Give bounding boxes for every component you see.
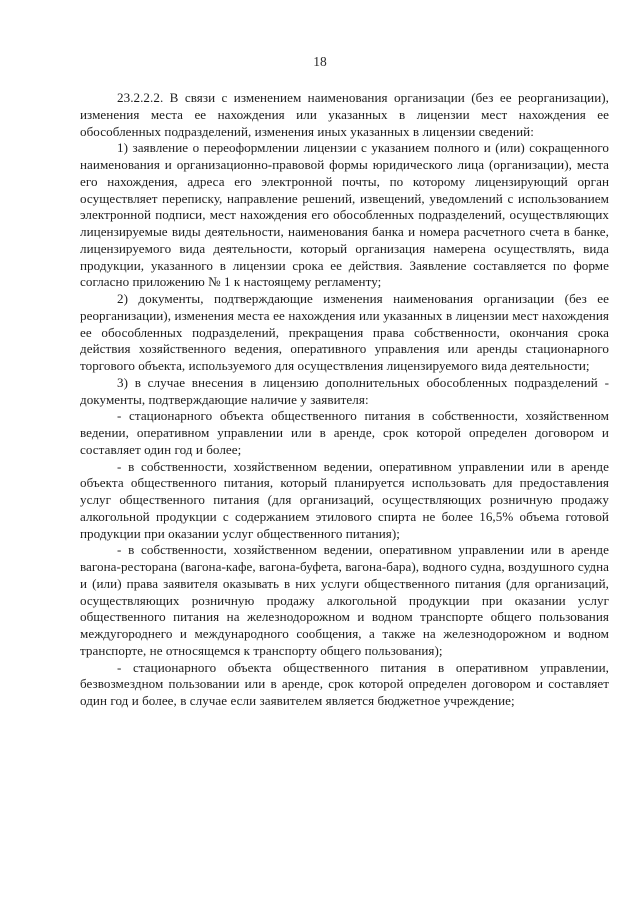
- list-item-1-application: 1) заявление о переоформлении лицензии с указанием полного и (или) сокращенного наименования и организационно-правовой формы юридического лица (организации), места его нахождения, адреса его электронной почты, по которому лицензирующий орган осуществляет переписку, направление решений, извещений, уведомлений с использованием электронной подписи, мест нахождения его обособленных подразделений, осуществляющих лицензируемые виды деятельности, наименования банка и номера расчетного счета в банке, лицензируемого вида деятельности, который организация намерена осуществлять, вида продукции, указанного в лицензии срока ее действия. Заявление составляется по форме согласно приложению № 1 к настоящему регламенту;: [80, 140, 609, 290]
- sub-item-restaurant-car: - в собственности, хозяйственном ведении, оперативном управлении или в аренде вагона-ресторана (вагона-кафе, вагона-буфета, вагона-бара), водного судна, воздушного судна и (или) права заявителя оказывать в них услуги общественного питания (для организаций, осуществляющих розничную продажу алкогольной продукции при оказании услуг общественного питания на железнодорожном и водном транспорте общего пользования междугороднего и международного сообщения, а также на железнодорожном и водном транспорте, не относящемся к транспорту общего пользования);: [80, 542, 609, 658]
- page-number: 18: [313, 54, 327, 69]
- clause-23-2-2-2: 23.2.2.2. В связи с изменением наименования организации (без ее реорганизации), изменения места ее нахождения или указанных в лицензии мест нахождения ее обособленных подразделений, изменения иных указанных в лицензии сведений:: [80, 90, 609, 139]
- list-item-2-documents: 2) документы, подтверждающие изменения наименования организации (без ее реорганизации), изменения места ее нахождения или указанных в лицензии мест нахождения ее обособленных подразделений, прекращения права собственности, окончания срока действия хозяйственного ведения, оперативного управления или аренды стационарного торгового объекта, используемого для осуществления лицензируемого вида деятельности;: [80, 291, 609, 373]
- document-body: [80, 90, 609, 710]
- sub-item-catering-object: - в собственности, хозяйственном ведении, оперативном управлении или в аренде объекта общественного питания, который планируется использовать для предоставления услуг общественного питания (для организаций, осуществляющих розничную продажу алкогольной продукции с содержанием этилового спирта не более 16,5% объема готовой продукции при оказании услуг общественного питания);: [80, 458, 609, 541]
- sub-item-stationary-object: - стационарного объекта общественного питания в собственности, хозяйственном ведении, оперативном управлении или в аренде, срок которой определен договором и составляет один год и более;: [80, 408, 609, 457]
- sub-item-budget-institution: - стационарного объекта общественного питания в оперативном управлении, безвозмездном пользовании или в аренде, срок которой определен договором и составляет один год и более, в случае если заявителем является бюджетное учреждение;: [80, 659, 609, 708]
- list-item-3-additional-subdivisions: 3) в случае внесения в лицензию дополнительных обособленных подразделений - документы, подтверждающие наличие у заявителя:: [80, 374, 609, 407]
